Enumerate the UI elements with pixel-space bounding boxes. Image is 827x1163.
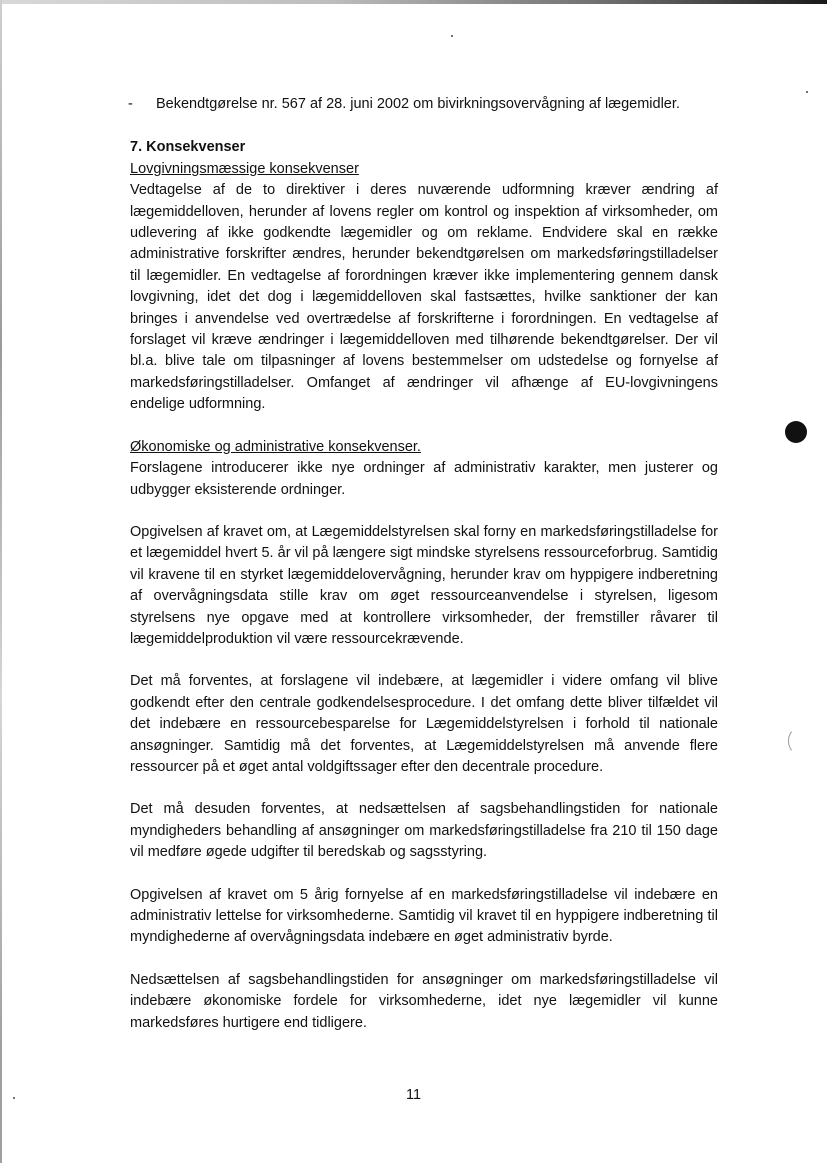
subsection-heading-legislative: Lovgivningsmæssige konsekvenser: [130, 160, 359, 177]
scan-left-edge: [0, 0, 2, 1163]
scan-top-edge: [0, 0, 827, 4]
bullet-text: Bekendtgørelse nr. 567 af 28. juni 2002 om bivirkningsovervågning af lægemidler.: [156, 96, 680, 112]
scan-speck: [13, 1097, 15, 1099]
paragraph-legislative: Vedtagelse af de to direktiver i deres nuværende udformning kræver ændring af lægemiddelloven, herunder af lovens regler om kontrol og inspektion af virksomheder, om udlevering af ikke godkendte lægemidler og om reklame. Endvidere skal en række administrative forskrifter ændres, herunder bekendtgørelsen om markedsføringstilladelser til lægemidler. En vedtagelse af forordningen kræver ikke implementering gennem dansk lovgivning, idet det dog i lægemiddelloven skal fastsættes, hvilke sanktioner der kan bringes i anvendelse ved overtrædelse af forskrifterne i forordningen. En vedtagelse af forslaget vil kræve ændringer i lægemiddelloven med tilhørende bekendtgørelser. Der vil bl.a. blive tale om tilpasninger af lovens bestemmelser om udstedelse og fornyelse af markedsføringstilladelser. Omfanget af ændringer vil afhænge af EU-lovgivningens endelige udformning.: [130, 182, 718, 413]
scan-speck: [451, 35, 453, 37]
paragraph-economic-1: Forslagene introducerer ikke nye ordninger af administrativ karakter, men justerer og udbygger eksisterende ordninger.: [130, 460, 718, 498]
scan-bracket-mark: [788, 728, 808, 754]
page-number: 11: [405, 1087, 422, 1103]
scan-speck: [806, 91, 808, 93]
punch-hole-mark: [785, 421, 807, 443]
paragraph-economic-3: Det må forventes, at forslagene vil indebære, at lægemidler i videre omfang vil blive godkendt efter den centrale godkendelsesprocedure. I det omfang dette bliver tilfældet vil det indebære en ressourcebesparelse for Lægemiddelstyrelsen i forhold til nationale ansøgninger. Samtidig må det forventes, at Lægemiddelstyrelsen må anvende flere ressourcer på et øget antal voldgiftssager efter den decentrale procedure.: [130, 673, 718, 775]
paragraph-economic-2: Opgivelsen af kravet om, at Lægemiddelstyrelsen skal forny en markedsføringstilladelse for et lægemiddel hvert 5. år vil på længere sigt mindske styrelsens ressourceforbrug. Samtidig vil kravene til en styrket lægemiddelovervågning, herunder krav om hyppigere indberetning af overvågningsdata stille krav om øget ressourceanvendelse i styrelsen, ligesom styrelsens nye opgave med at kontrollere virksomheder, der fremstiller råvarer til lægemiddelproduktion vil være ressourcekrævende.: [130, 523, 718, 647]
subsection-heading-economic: Økonomiske og administrative konsekvenser.: [130, 438, 421, 455]
paragraph-economic-5: Opgivelsen af kravet om 5 årig fornyelse af en markedsføringstilladelse vil indebære en administrativ lettelse for virksomhederne. Samtidig vil kravet til en hyppigere indberetning til myndighederne af overvågningsdata indebære en øget administrativ byrde.: [130, 886, 718, 946]
bullet-dash: -: [128, 96, 133, 112]
paragraph-economic-4: Det må desuden forventes, at nedsættelsen af sagsbehandlingstiden for nationale myndigheders behandling af ansøgninger om markedsføringstilladelse fra 210 til 150 dage vil medføre øgede udgifter til beredskab og sagsstyring.: [130, 801, 718, 861]
reference-bullet: [128, 94, 718, 115]
document-body: [130, 94, 718, 1034]
paragraph-economic-6: Nedsættelsen af sagsbehandlingstiden for ansøgninger om markedsføringstilladelse vil indebære økonomiske fordele for virksomhederne, idet nye lægemidler vil kunne markedsføres hurtigere end tidligere.: [130, 971, 718, 1031]
section-title: 7. Konsekvenser: [130, 139, 246, 156]
